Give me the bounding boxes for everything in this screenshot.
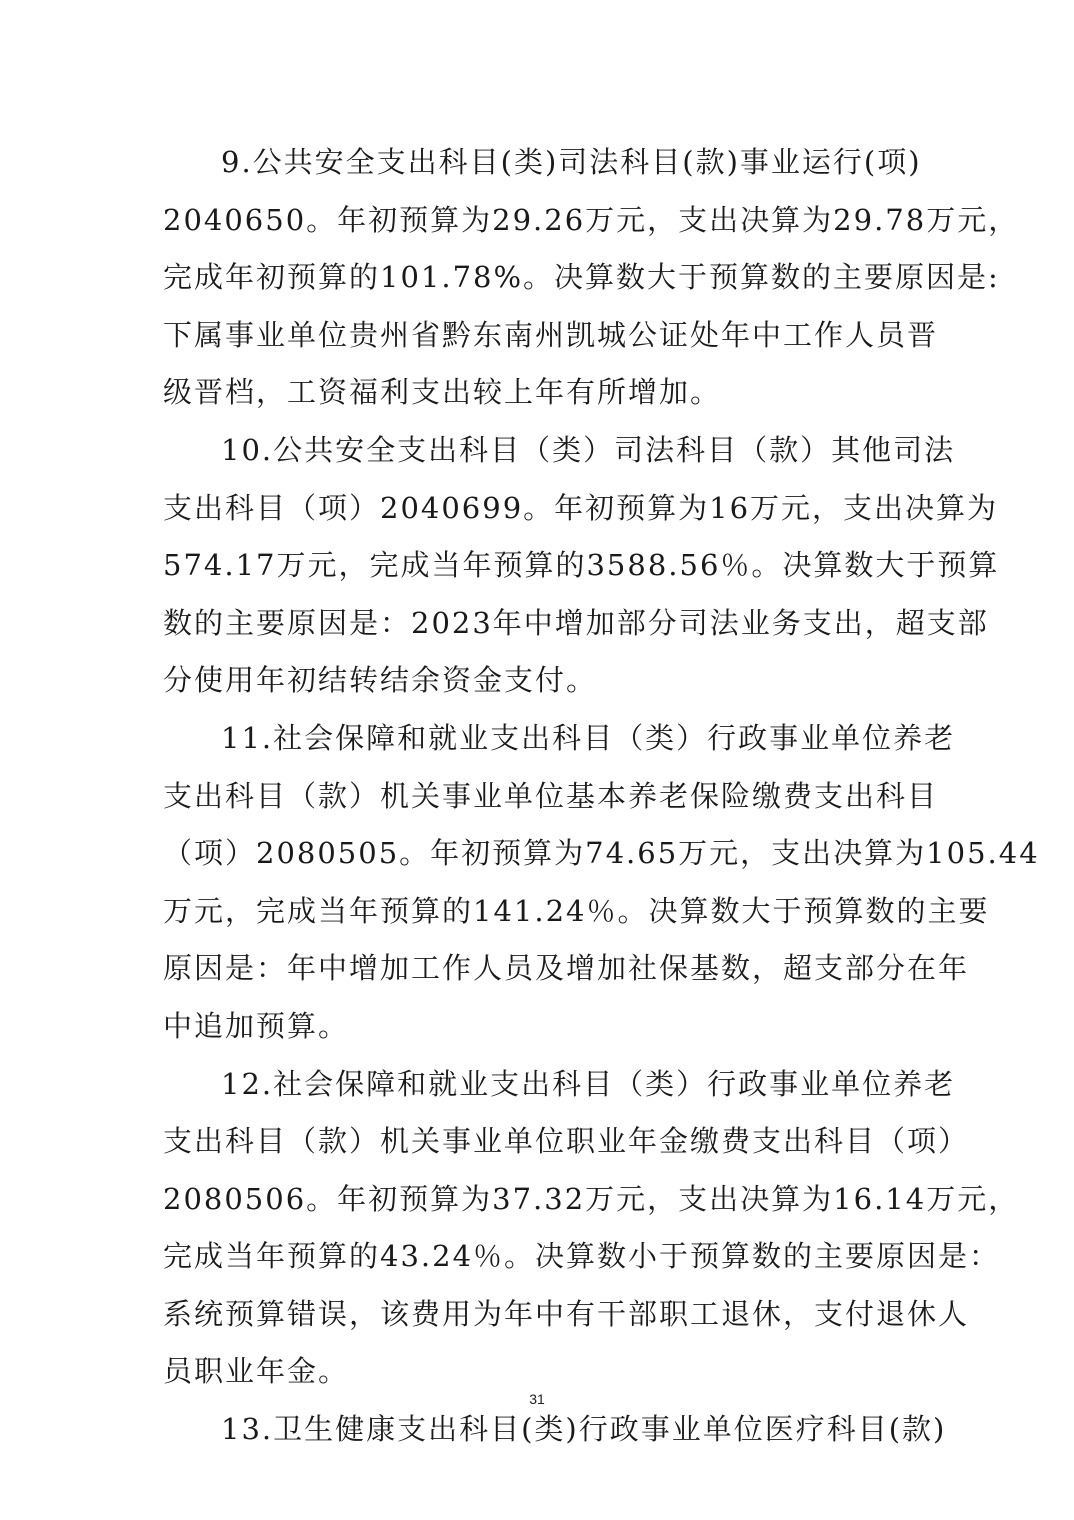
text-line: 11.社会保障和就业支出科目（类）行政事业单位养老 bbox=[221, 720, 956, 755]
text-line: 系统预算错误，该费用为年中有干部职工退休，支付退休人 bbox=[163, 1296, 970, 1331]
text-line: 级晋档，工资福利支出较上年有所增加。 bbox=[163, 375, 722, 410]
text-line: 原因是：年中增加工作人员及增加社保基数，超支部分在年 bbox=[163, 951, 970, 986]
text-line: 下属事业单位贵州省黔东南州凯城公证处年中工作人员晋 bbox=[163, 317, 939, 352]
text-line: 2080506。年初预算为37.32万元，支出决算为16.14万元， bbox=[163, 1181, 1020, 1216]
text-line: 员职业年金。 bbox=[163, 1354, 350, 1389]
text-line: 中追加预算。 bbox=[163, 1008, 350, 1043]
text-line: 完成当年预算的43.24％。决算数小于预算数的主要原因是： bbox=[163, 1239, 1001, 1274]
text-line: 13.卫生健康支出科目(类)行政事业单位医疗科目(款) bbox=[221, 1412, 947, 1447]
text-line: 完成年初预算的101.78%。决算数大于预算数的主要原因是: bbox=[163, 260, 1000, 295]
text-line: 10.公共安全支出科目（类）司法科目（款）其他司法 bbox=[221, 432, 956, 467]
text-line: 支出科目（项）2040699。年初预算为16万元，支出决算为 bbox=[163, 490, 999, 525]
page-number: 31 bbox=[529, 1391, 545, 1407]
paragraph-11-basic-pension bbox=[163, 710, 1040, 1056]
text-line: 9.公共安全支出科目(类)司法科目(款)事业运行(项) bbox=[221, 145, 922, 179]
paragraph-10-other-judicial bbox=[163, 422, 1000, 710]
text-line: 支出科目（款）机关事业单位基本养老保险缴费支出科目 bbox=[163, 778, 939, 813]
text-line: 分使用年初结转结余资金支付。 bbox=[163, 663, 598, 698]
paragraph-13-health-medical bbox=[163, 1401, 947, 1459]
text-line: 574.17万元，完成当年预算的3588.56％。决算数大于预算 bbox=[163, 548, 1000, 583]
text-line: 2040650。年初预算为29.26万元，支出决算为29.78万元， bbox=[163, 202, 1020, 237]
body-text bbox=[163, 134, 1040, 1459]
text-line: 万元，完成当年预算的141.24％。决算数大于预算数的主要 bbox=[163, 893, 990, 928]
text-line: 数的主要原因是：2023年中增加部分司法业务支出，超支部 bbox=[163, 605, 989, 640]
text-line: （项）2080505。年初预算为74.65万元，支出决算为105.44 bbox=[163, 836, 1040, 871]
paragraph-9-judicial-operation bbox=[163, 134, 1020, 422]
text-line: 支出科目（款）机关事业单位职业年金缴费支出科目（项） bbox=[163, 1124, 970, 1159]
paragraph-12-occupational-annuity bbox=[163, 1056, 1020, 1402]
text-line: 12.社会保障和就业支出科目（类）行政事业单位养老 bbox=[221, 1066, 956, 1101]
